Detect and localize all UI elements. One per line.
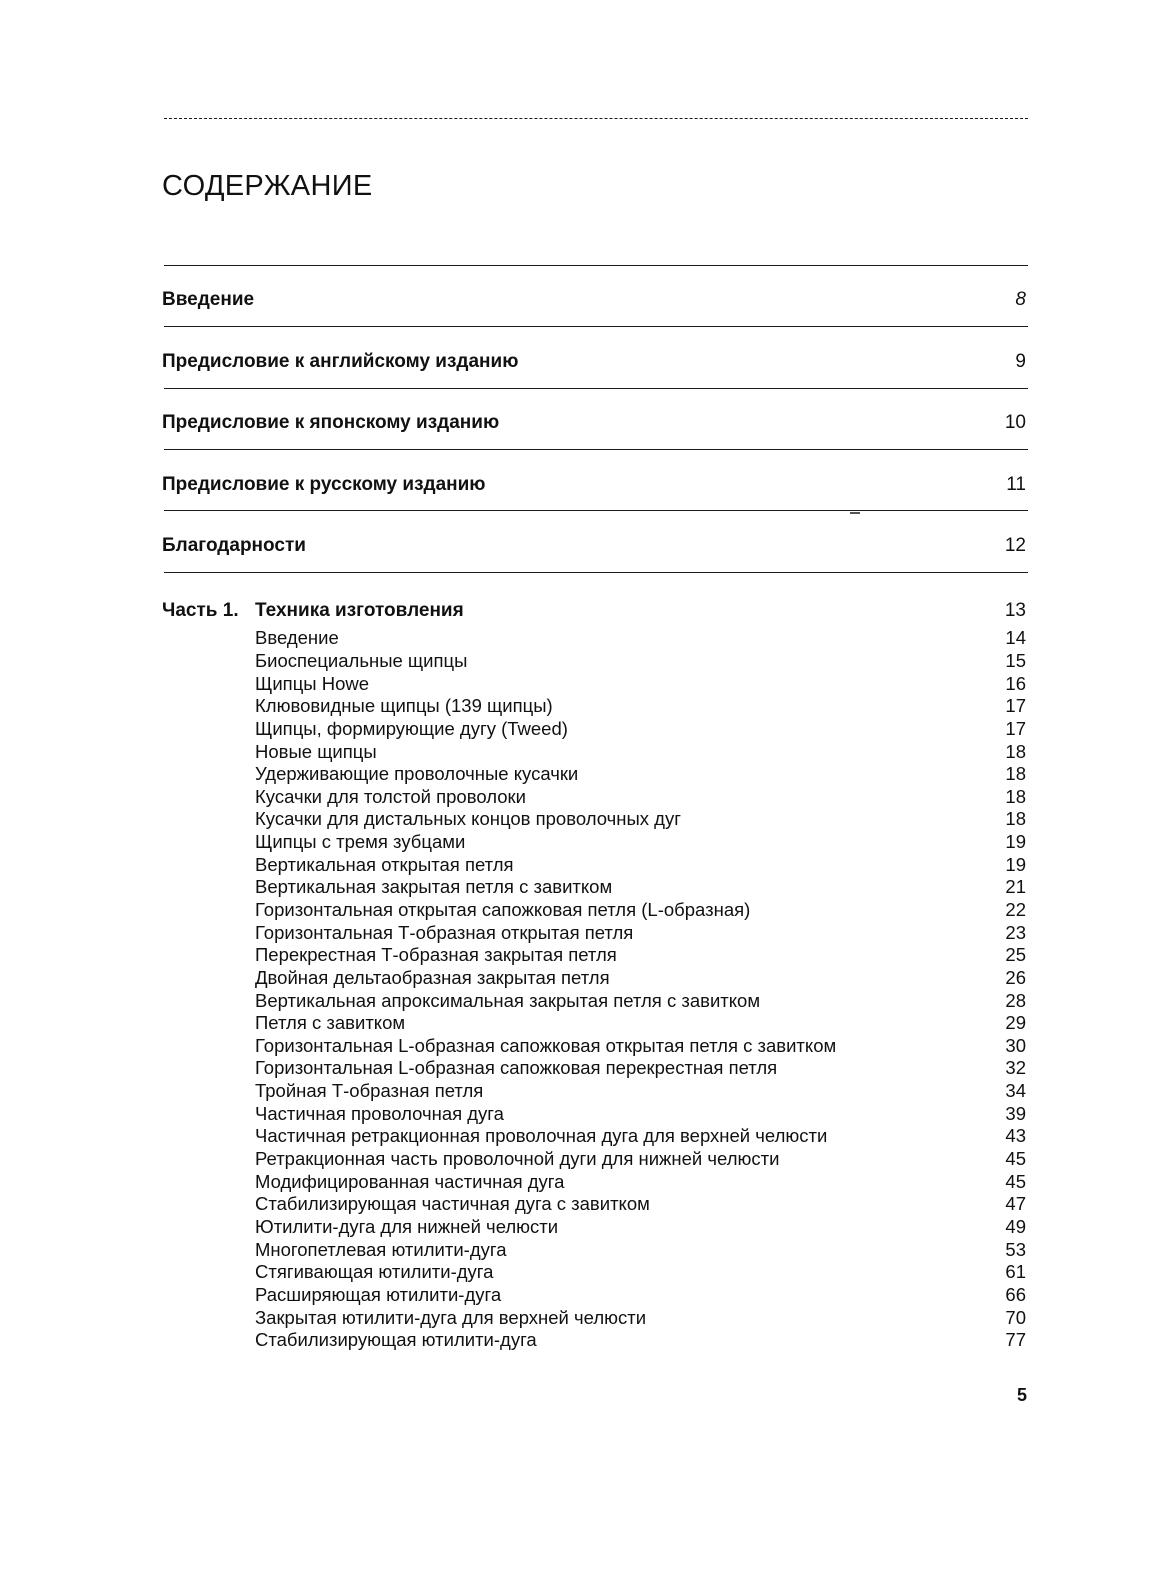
- toc-part-heading: [162, 597, 1028, 625]
- toc-entry: [255, 1238, 1028, 1261]
- toc-entry-page: 14: [1005, 627, 1026, 649]
- toc-entry-label: Благодарности: [162, 535, 306, 556]
- toc-entry-label: Ютилити-дуга для нижней челюсти: [255, 1215, 559, 1237]
- toc-entry-page: 49: [1005, 1215, 1026, 1237]
- toc-entry-page: 43: [1005, 1125, 1026, 1147]
- toc-entry-page: 22: [1005, 899, 1026, 920]
- toc-entry: [255, 808, 1028, 831]
- toc-entry-page: 39: [1005, 1102, 1026, 1124]
- toc-entry-label: Клювовидные щипцы (139 щипцы): [255, 695, 553, 717]
- toc-entry-label: Введение: [255, 627, 339, 649]
- toc-entry: [255, 1216, 1028, 1239]
- print-speck: [850, 512, 860, 514]
- toc-entry: [255, 672, 1028, 695]
- toc-entry-label: Горизонтальная L-образная сапожковая перекрестная петля: [255, 1057, 778, 1079]
- toc-entry-page: 47: [1005, 1193, 1026, 1215]
- toc-entry: [255, 785, 1028, 808]
- toc-entry-label: Ретракционная часть проволочной дуги для нижней челюсти: [255, 1148, 780, 1170]
- toc-entry-list: [255, 627, 1028, 1352]
- toc-entry-label: Кусачки для дистальных концов проволочных дуг: [255, 808, 681, 830]
- toc-entry-page: 21: [1005, 876, 1026, 898]
- toc-entry-page: 29: [1005, 1012, 1026, 1034]
- toc-entry: [255, 967, 1028, 990]
- toc-entry-acknowledgements: [162, 531, 1028, 561]
- toc-entry: [255, 1035, 1028, 1058]
- toc-entry-page: 70: [1005, 1306, 1026, 1328]
- page-number: 5: [1016, 1385, 1027, 1405]
- toc-entry: [255, 650, 1028, 673]
- toc-entry: [255, 831, 1028, 854]
- toc-entry-page: 18: [1005, 808, 1026, 830]
- toc-entry-page: 18: [1005, 763, 1026, 785]
- toc-entry-label: Горизонтальная L-образная сапожковая открытая петля с завитком: [255, 1034, 837, 1056]
- page-title: СОДЕРЖАНИЕ: [162, 170, 373, 202]
- toc-entry-label: Стабилизирующая частичная дуга с завитком: [255, 1193, 650, 1215]
- toc-entry-label: Предисловие к английскому изданию: [162, 351, 519, 372]
- toc-entry-label: Вертикальная апроксимальная закрытая петля с завитком: [255, 989, 761, 1011]
- toc-entry-label: Щипцы Howe: [255, 672, 370, 694]
- toc-entry-page: 15: [1005, 649, 1026, 671]
- toc-entry: [255, 1080, 1028, 1103]
- toc-entry-label: Модифицированная частичная дуга: [255, 1170, 565, 1192]
- divider-rule: [164, 510, 1028, 511]
- toc-entry: [255, 989, 1028, 1012]
- toc-entry-label: Щипцы с тремя зубцами: [255, 831, 466, 853]
- toc-entry-page: 77: [1005, 1329, 1026, 1351]
- toc-entry: [255, 1102, 1028, 1125]
- toc-entry-page: 11: [1006, 474, 1026, 495]
- toc-entry-page: 18: [1005, 740, 1026, 762]
- toc-entry-label: Двойная дельтаобразная закрытая петля: [255, 966, 610, 988]
- toc-entry-label: Частичная ретракционная проволочная дуга для верхней челюсти: [255, 1125, 828, 1147]
- toc-entry: [255, 1284, 1028, 1307]
- toc-entry-introduction: [162, 285, 1028, 315]
- divider-rule: [164, 572, 1028, 573]
- toc-entry: [255, 1148, 1028, 1171]
- toc-entry-page: 9: [1015, 351, 1026, 372]
- toc-entry-page: 17: [1005, 717, 1026, 739]
- toc-entry: [255, 899, 1028, 922]
- toc-entry-label: Введение: [162, 289, 255, 310]
- toc-entry-page: 16: [1005, 672, 1026, 694]
- toc-entry-label: Предисловие к русскому изданию: [162, 474, 486, 495]
- toc-entry: [255, 944, 1028, 967]
- toc-entry-page: 30: [1005, 1034, 1026, 1056]
- toc-entry-page: 45: [1005, 1170, 1026, 1192]
- toc-entry-label: Вертикальная открытая петля: [255, 853, 514, 875]
- toc-entry-label: Вертикальная закрытая петля с завитком: [255, 876, 613, 898]
- toc-entry-label: Стягивающая ютилити-дуга: [255, 1261, 494, 1283]
- toc-entry-page: 53: [1005, 1238, 1026, 1260]
- toc-entry-label: Стабилизирующая ютилити-дуга: [255, 1329, 537, 1351]
- toc-entry-page: 10: [1004, 412, 1026, 433]
- toc-entry-page: 17: [1005, 695, 1026, 717]
- toc-entry: [255, 627, 1028, 650]
- toc-entry: [255, 1261, 1028, 1284]
- divider-rule: [164, 326, 1028, 327]
- toc-entry-label: Частичная проволочная дуга: [255, 1102, 504, 1124]
- toc-entry: [255, 763, 1028, 786]
- toc-entry-label: Горизонтальная открытая сапожковая петля (L-образная): [255, 899, 751, 920]
- toc-entry-label: Предисловие к японскому изданию: [162, 412, 500, 433]
- toc-entry: [255, 1170, 1028, 1193]
- toc-entry-page: 28: [1005, 989, 1026, 1011]
- toc-entry-label: Щипцы, формирующие дугу (Tweed): [255, 717, 568, 739]
- divider-rule: [164, 449, 1028, 450]
- toc-entry-page: 23: [1005, 921, 1026, 943]
- toc-entry: [255, 1125, 1028, 1148]
- toc-entry: [255, 921, 1028, 944]
- toc-entry-preface-japanese: [162, 408, 1028, 438]
- toc-entry-page: 25: [1005, 944, 1026, 966]
- toc-entry-label: Кусачки для толстой проволоки: [255, 785, 526, 807]
- toc-entry: [255, 1057, 1028, 1080]
- toc-entry-page: 18: [1005, 785, 1026, 807]
- toc-entry: [255, 718, 1028, 741]
- toc-entry-label: Биоспециальные щипцы: [255, 649, 468, 671]
- toc-entry-label: Закрытая ютилити-дуга для верхней челюсти: [255, 1306, 647, 1328]
- toc-entry: [255, 1193, 1028, 1216]
- toc-entry: [255, 1012, 1028, 1035]
- toc-entry-preface-english: [162, 347, 1028, 377]
- toc-entry-page: 32: [1005, 1057, 1026, 1079]
- divider-rule: [164, 388, 1028, 389]
- toc-entry-page: 61: [1005, 1261, 1026, 1283]
- toc-entry: [255, 1306, 1028, 1329]
- toc-entry-label: Тройная Т-образная петля: [255, 1080, 484, 1102]
- toc-entry-label: Расширяющая ютилити-дуга: [255, 1283, 502, 1305]
- toc-entry: [255, 876, 1028, 899]
- toc-entry-page: 66: [1005, 1283, 1026, 1305]
- toc-entry-label: Новые щипцы: [255, 740, 377, 762]
- toc-entry: [255, 740, 1028, 763]
- toc-entry-label: Петля с завитком: [255, 1012, 406, 1034]
- toc-entry-label: Многопетлевая ютилити-дуга: [255, 1238, 507, 1260]
- top-dashed-rule: [164, 118, 1028, 119]
- toc-entry-label: Горизонтальная Т-образная открытая петля: [255, 921, 634, 943]
- toc-entry-page: 19: [1005, 831, 1026, 853]
- toc-entry: [255, 695, 1028, 718]
- toc-entry-page: 8: [1015, 289, 1026, 310]
- toc-entry-label: Перекрестная Т-образная закрытая петля: [255, 944, 617, 966]
- divider-rule: [164, 265, 1028, 266]
- part-page: 13: [1004, 600, 1026, 621]
- toc-entry: [255, 1329, 1028, 1352]
- part-title: Техника изготовления: [255, 600, 464, 621]
- toc-entry-page: 45: [1005, 1148, 1026, 1170]
- toc-entry-label: Удерживающие проволочные кусачки: [255, 763, 579, 785]
- toc-entry-preface-russian: [162, 470, 1028, 500]
- toc-entry-page: 19: [1005, 853, 1026, 875]
- toc-entry: [255, 853, 1028, 876]
- toc-entry-page: 12: [1004, 535, 1026, 556]
- toc-entry-page: 26: [1005, 966, 1026, 988]
- part-number: Часть 1.: [162, 600, 239, 621]
- toc-entry-page: 34: [1005, 1080, 1026, 1102]
